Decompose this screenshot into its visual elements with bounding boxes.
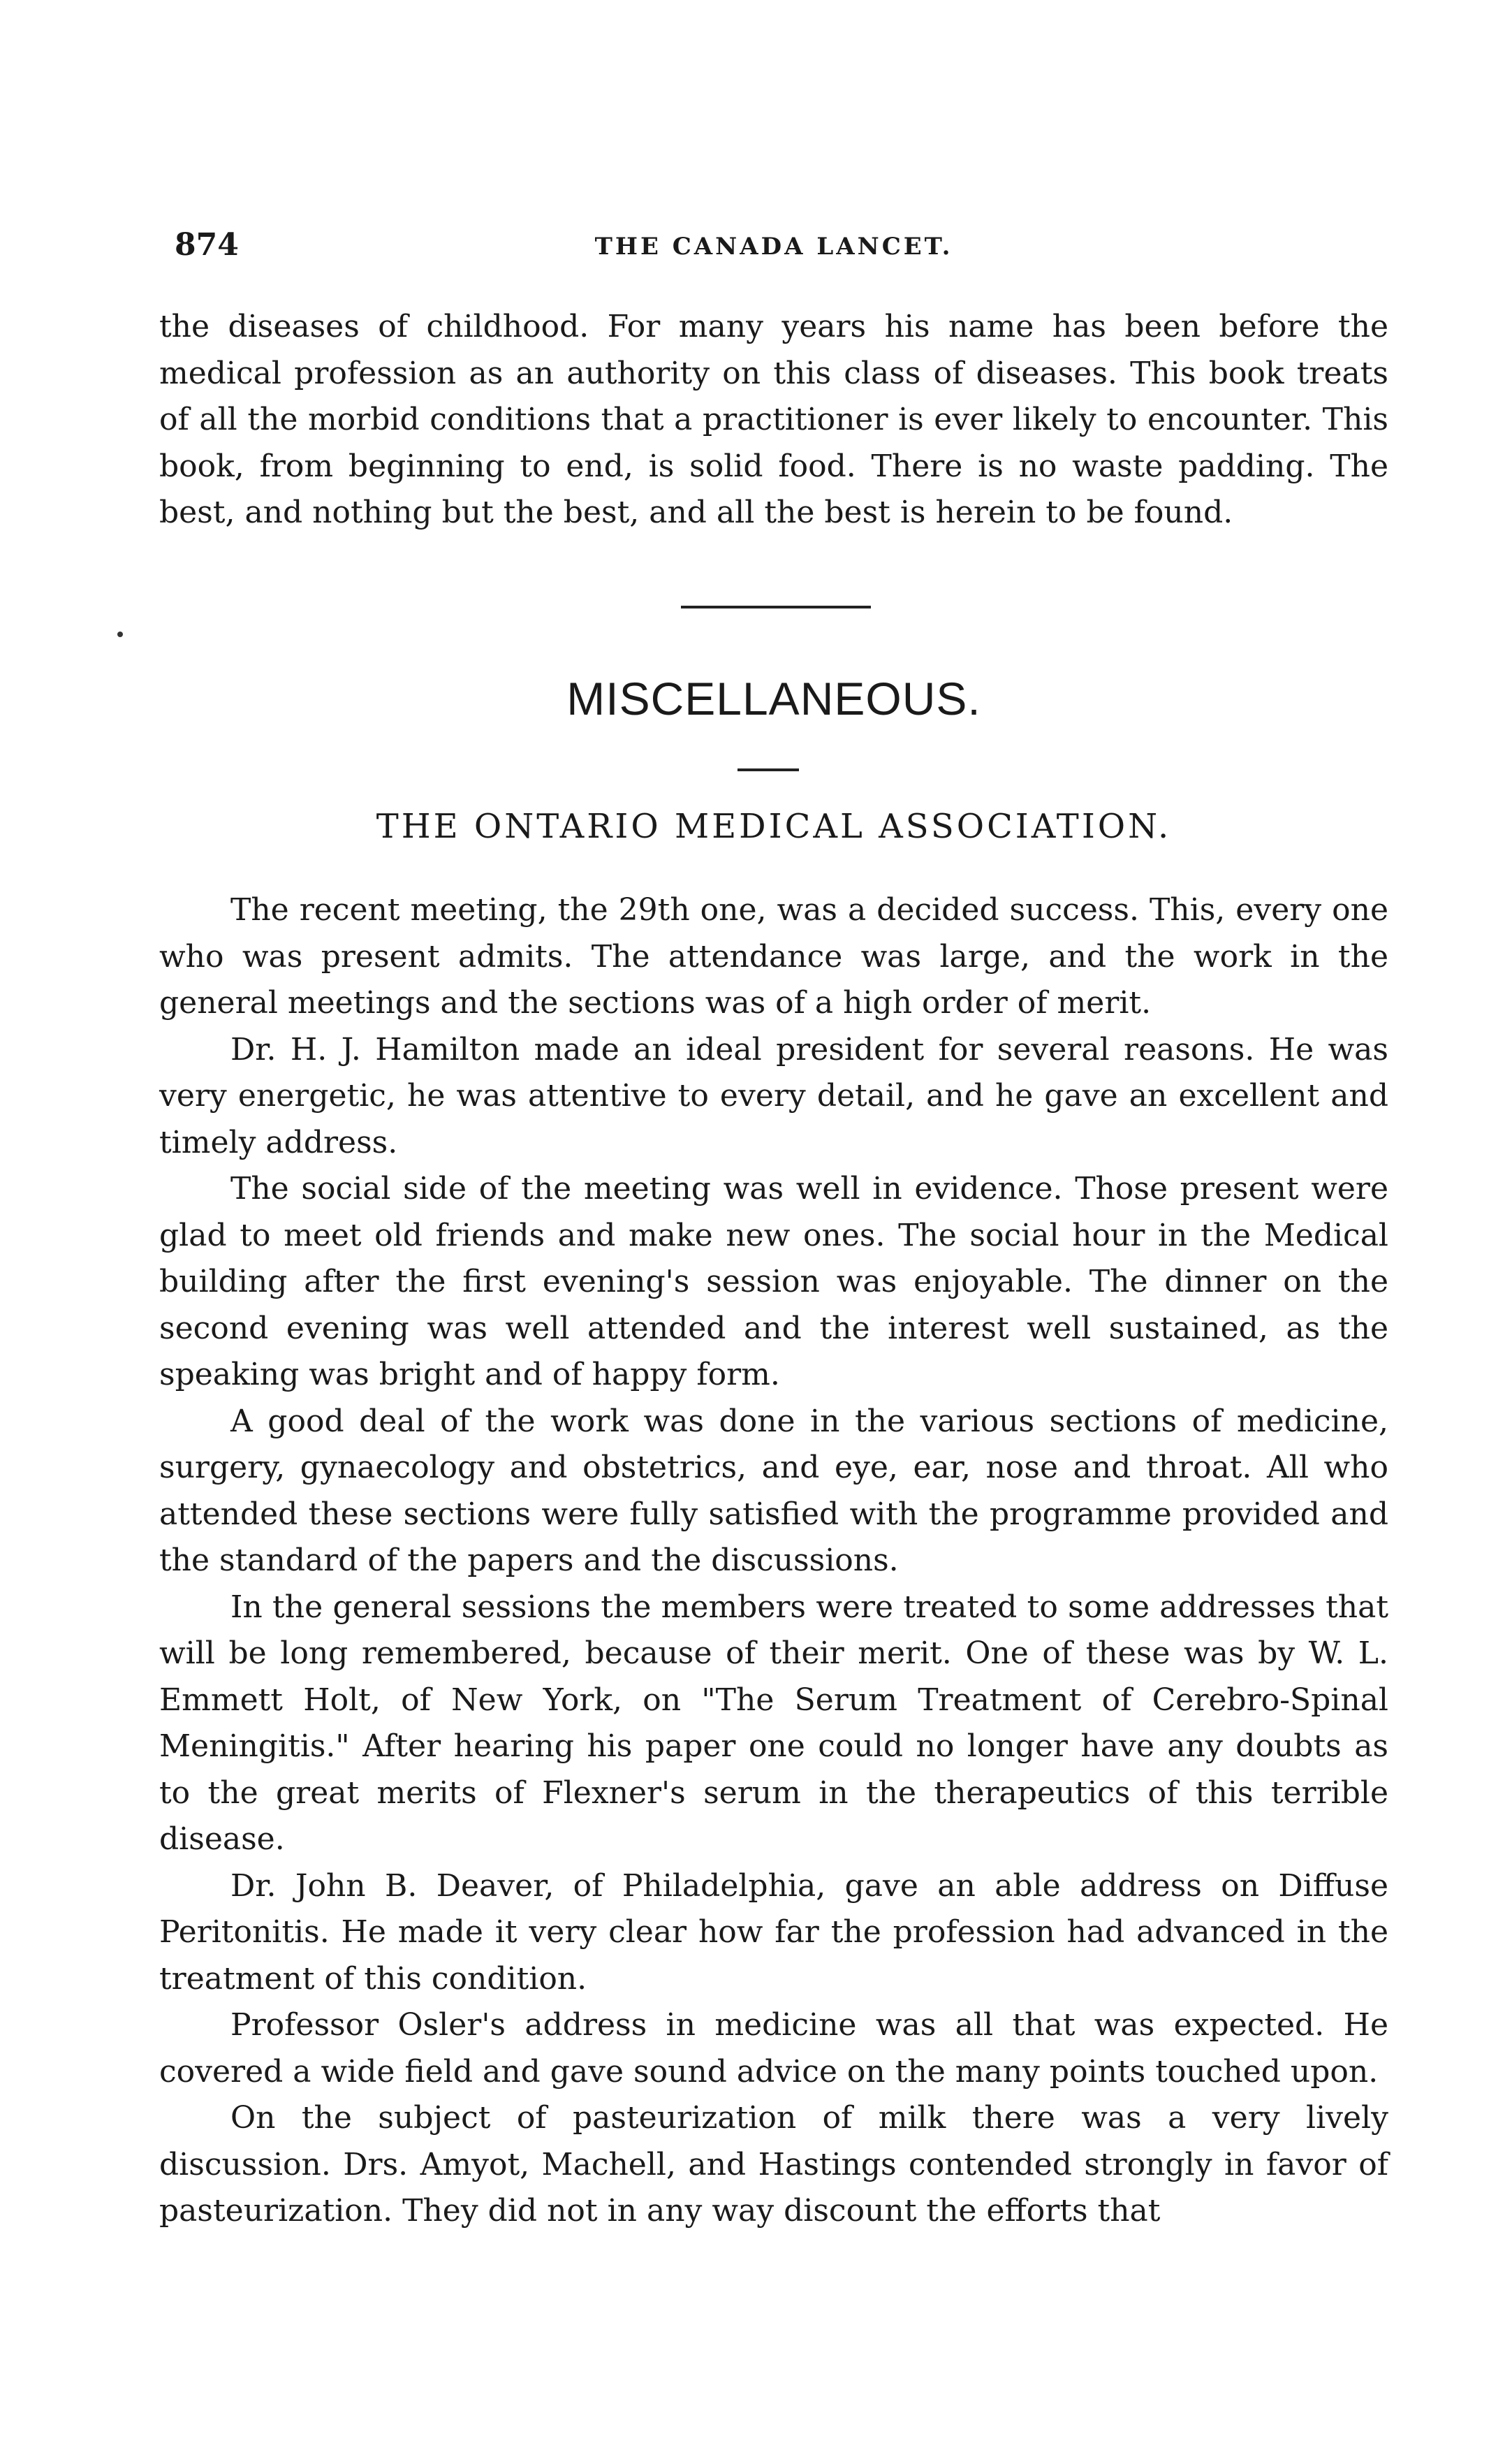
body-paragraph: A good deal of the work was done in the various sections of medicine, surgery, gynaecology and obstetrics, and eye, ear, nose and throat. All who attended these sections were fully satisfied with the programme provided and the standard of the papers and the discussions. <box>159 1403 1388 1578</box>
body-paragraph: The recent meeting, the 29th one, was a decided success. This, every one who was present admits. The attendance was large, and the work in the general meetings and the sections was of a high order of merit. <box>159 892 1388 1021</box>
section-divider-rule <box>681 606 871 608</box>
body-paragraph: The social side of the meeting was well in evidence. Those present were glad to meet old friends and make new ones. The social hour in the Medical building after the first evening's session was enjoyable. The dinner on the second evening was well attended and the interest well sustained, as the speaking was bright and of happy form. <box>159 1171 1388 1392</box>
page-number: 874 <box>175 227 239 263</box>
body-paragraph: Dr. John B. Deaver, of Philadelphia, gave an able address on Diffuse Peritonitis. He made it very clear how far the profession had advanced in the treatment of this condition. <box>159 1867 1388 1997</box>
body-paragraph: Dr. H. J. Hamilton made an ideal president for several reasons. He was very energetic, he was attentive to every detail, and he gave an excellent and timely address. <box>159 1031 1388 1160</box>
article-body <box>159 887 1388 2235</box>
title-divider-rule <box>737 768 799 771</box>
journal-title: THE CANADA LANCET. <box>594 233 953 261</box>
body-paragraph: In the general sessions the members were treated to some addresses that will be long remembered, because of their merit. One of these was by W. L. Emmett Holt, of New York, on "The Serum Treatment of Cerebro-Spinal Meningitis." After hearing his paper one could no longer have any doubts as to the great merits of Flexner's serum in the therapeutics of this terrible disease. <box>159 1589 1388 1857</box>
intro-paragraph-text: the diseases of childhood. For many years his name has been before the medical profession as an authority on this class of diseases. This book treats of all the morbid conditions that a practitioner is ever likely to encounter. This book, from beginning to end, is solid food. There is no waste padding. The best, and nothing but the best, and all the best is herein to be found. <box>159 309 1388 530</box>
running-head <box>159 227 1388 269</box>
body-paragraph: Professor Osler's address in medicine was all that was expected. He covered a wide field and gave sound advice on the many points touched upon. <box>159 2007 1388 2090</box>
stray-ink-dot <box>117 632 123 637</box>
section-title: MISCELLANEOUS. <box>566 673 981 724</box>
article-title: THE ONTARIO MEDICAL ASSOCIATION. <box>376 807 1172 846</box>
intro-paragraph <box>159 304 1388 537</box>
body-paragraph: On the subject of pasteurization of milk there was a very lively discussion. Drs. Amyot, Machell, and Hastings contended strongly in favor of pasteurization. They did not in any way discount the efforts that <box>159 2100 1388 2229</box>
